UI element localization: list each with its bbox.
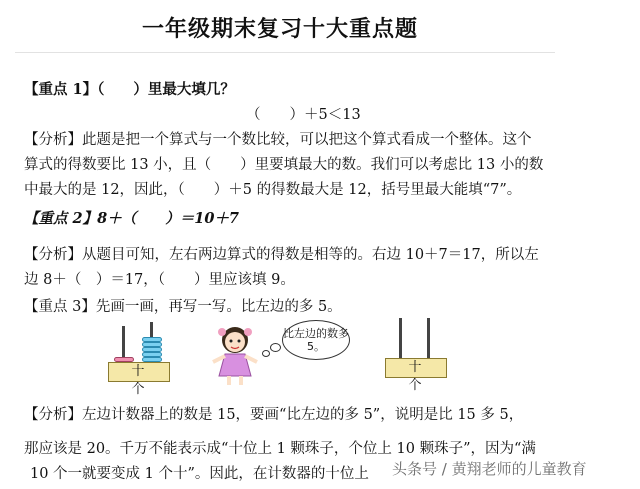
abacus-left-bead — [142, 347, 162, 352]
analysis-2-line-2: 边 8＋（ ）＝17，（ ）里应该填 9。 — [24, 272, 295, 288]
question-3: 【重点 3】先画一画，再写一写。比左边的多 5。 — [24, 299, 342, 315]
watermark: 头条号 / 黄翔老师的儿童教育 — [392, 460, 587, 478]
thought-dot — [270, 343, 281, 352]
analysis-1-line-2: 算式的得数要比 13 小，且（ ）里要填最大的数。我们可以考虑比 13 小的数 — [24, 157, 544, 173]
analysis-1-line-1: 【分析】此题是把一个算式与一个数比较，可以把这个算式看成一个整体。这个 — [24, 132, 532, 148]
title-divider — [15, 52, 555, 53]
abacus-left — [108, 322, 170, 397]
abacus-left-base: 十 个 — [108, 362, 170, 382]
question-2: 【重点 2】8＋（ ）＝10＋7 — [24, 210, 239, 227]
abacus-left-bead — [142, 352, 162, 357]
analysis-1-line-3: 中最大的是 12，因此，（ ）＋5 的得数最大是 12，括号里最大能填“7”。 — [24, 182, 522, 198]
page-title: 一年级期末复习十大重点题 — [141, 16, 418, 42]
girl-illustration — [205, 322, 265, 388]
abacus-right-rod-tens — [399, 318, 402, 358]
abacus-left-bead — [142, 337, 162, 342]
abacus-left-bead — [142, 342, 162, 347]
question-1-equation: （ ）＋5＜13 — [246, 107, 361, 123]
analysis-3-line-2: 那应该是 20。千万不能表示成“十位上 1 颗珠子，个位上 10 颗珠子”，因为“满 — [24, 441, 536, 457]
abacus-right-base: 十 个 — [385, 358, 447, 378]
analysis-3-line-3: 10 个一就要变成 1 个十”。因此，在计数器的十位上 — [30, 466, 369, 482]
question-1: 【重点 1】（ ）里最大填几？ — [24, 81, 235, 98]
abacus-right — [385, 318, 447, 393]
thought-dot — [262, 350, 270, 357]
speech-bubble: 比左边的数多 5。 — [282, 320, 350, 360]
abacus-right-rod-ones — [427, 318, 430, 358]
analysis-2-line-1: 【分析】从题目可知，左右两边算式的得数是相等的。右边 10＋7＝17，所以左 — [24, 247, 539, 263]
analysis-3-line-1: 【分析】左边计数器上的数是 15，要画“比左边的多 5”，说明是比 15 多 5， — [24, 407, 524, 423]
